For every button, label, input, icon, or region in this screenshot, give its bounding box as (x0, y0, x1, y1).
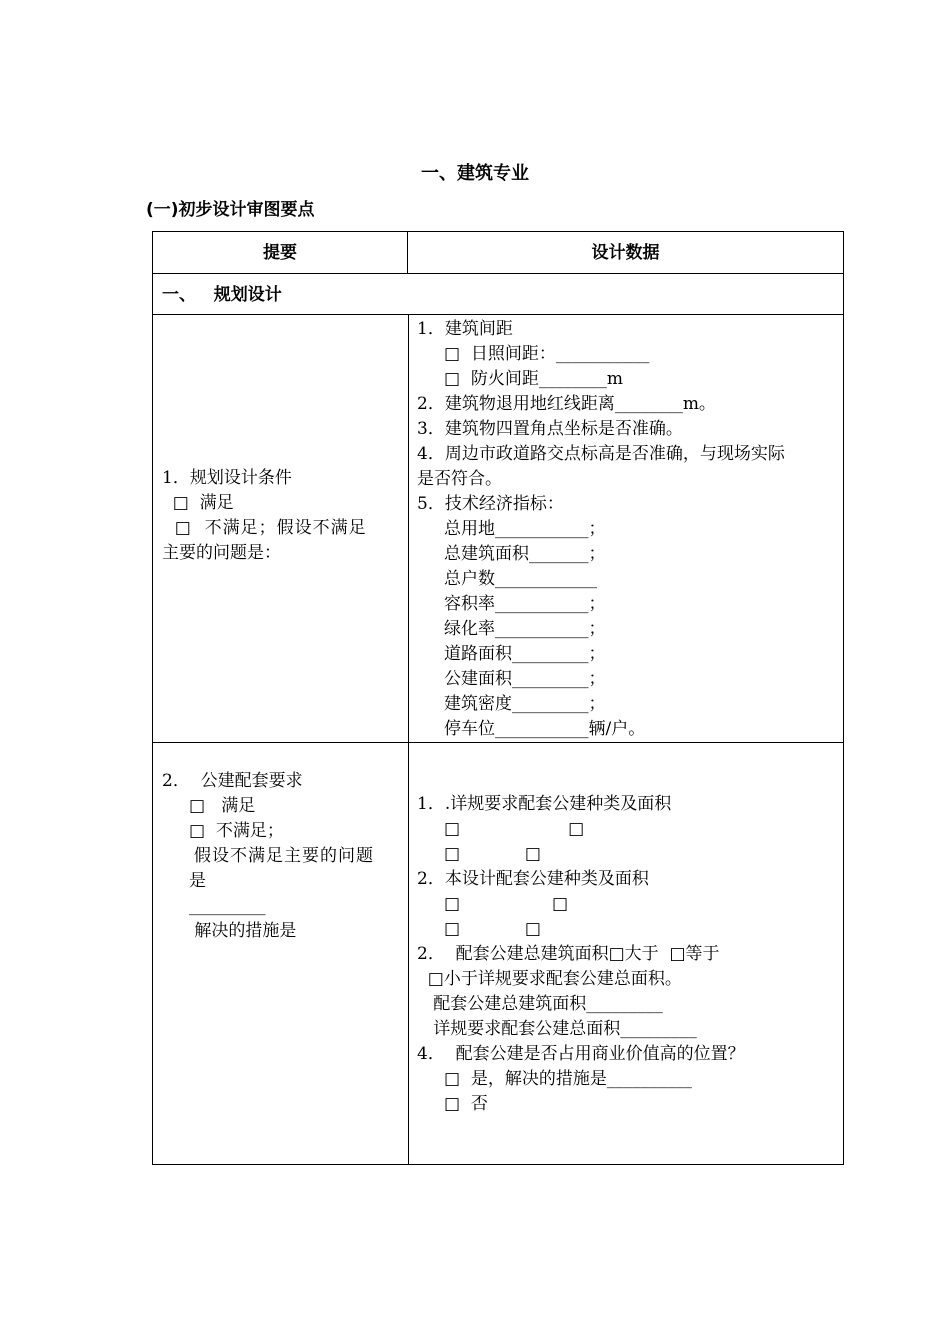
row-divider (153, 314, 843, 315)
data-line: 绿化率___________； (417, 619, 606, 639)
section-subtitle: (一)初步设计审图要点 (146, 200, 315, 220)
data-line: □ □ (417, 919, 541, 939)
page-title: 一、建筑专业 (421, 163, 529, 184)
data-line: 详规要求配套公建总面积_________ (417, 1019, 697, 1039)
option-not-satisfied: □ 不满足； (162, 821, 284, 841)
solution-label: 解决的措施是 (162, 921, 297, 941)
data-line: 4． 配套公建是否占用商业价值高的位置？ (417, 1044, 745, 1064)
data-line: 2． 配套公建总建筑面积□大于 □等于 (417, 944, 720, 964)
data-line: □ 防火间距________m (417, 369, 624, 389)
data-line: 1．建筑间距 (417, 319, 513, 339)
header-summary: 提要 (263, 243, 297, 263)
data-line: □小于详规要求配套公建总面积。 (417, 969, 682, 989)
data-line: 停车位___________辆/户。 (417, 719, 646, 739)
main-problem-label: 假设不满足主要的问题 (162, 846, 375, 866)
data-line: 公建面积_________； (417, 669, 606, 689)
review-table (152, 231, 844, 1165)
data-line: 5．技术经济指标： (417, 494, 564, 514)
data-line: 4．周边市政道路交点标高是否准确，与现场实际 (417, 444, 785, 464)
column-divider (408, 314, 409, 1164)
data-line: □ 是，解决的措施是__________ (417, 1069, 692, 1089)
data-line: □ □ (417, 844, 541, 864)
data-line: □ □ (417, 819, 585, 839)
data-line: 是否符合。 (417, 469, 502, 489)
data-line: 总户数____________ (417, 569, 598, 589)
data-line: 配套公建总建筑面积_________ (417, 994, 663, 1014)
row-divider (153, 742, 843, 743)
data-line: 2．建筑物退用地红线距离________m。 (417, 394, 716, 414)
data-line: 建筑密度_________； (417, 694, 606, 714)
option-satisfied: □ 满足 (162, 493, 234, 513)
data-line: 总用地___________； (417, 519, 606, 539)
data-line: 1．.详规要求配套公建种类及面积 (417, 794, 672, 814)
data-line: 3．建筑物四置角点坐标是否准确。 (417, 419, 683, 439)
public-facilities-label: 2． 公建配套要求 (162, 771, 303, 791)
option-satisfied: □ 满足 (162, 796, 256, 816)
blank-line: _________ (162, 896, 266, 916)
main-problem-label: 是 (162, 871, 207, 891)
data-line: 容积率___________； (417, 594, 606, 614)
data-line: □ □ (417, 894, 569, 914)
data-line: □ 日照间距：___________ (417, 344, 650, 364)
main-problem-label: 主要的问题是： (162, 543, 281, 563)
data-line: 2．本设计配套公建种类及面积 (417, 869, 649, 889)
planning-conditions-label: 1．规划设计条件 (162, 468, 292, 488)
option-not-satisfied: □ 不满足；假设不满足 (162, 518, 367, 538)
row-divider (153, 273, 843, 274)
data-line: □ 否 (417, 1094, 488, 1114)
data-line: 道路面积_________； (417, 644, 606, 664)
header-design-data: 设计数据 (591, 243, 660, 263)
section-planning-design: 一、 规划设计 (162, 285, 282, 305)
data-line: 总建筑面积_______； (417, 544, 606, 564)
